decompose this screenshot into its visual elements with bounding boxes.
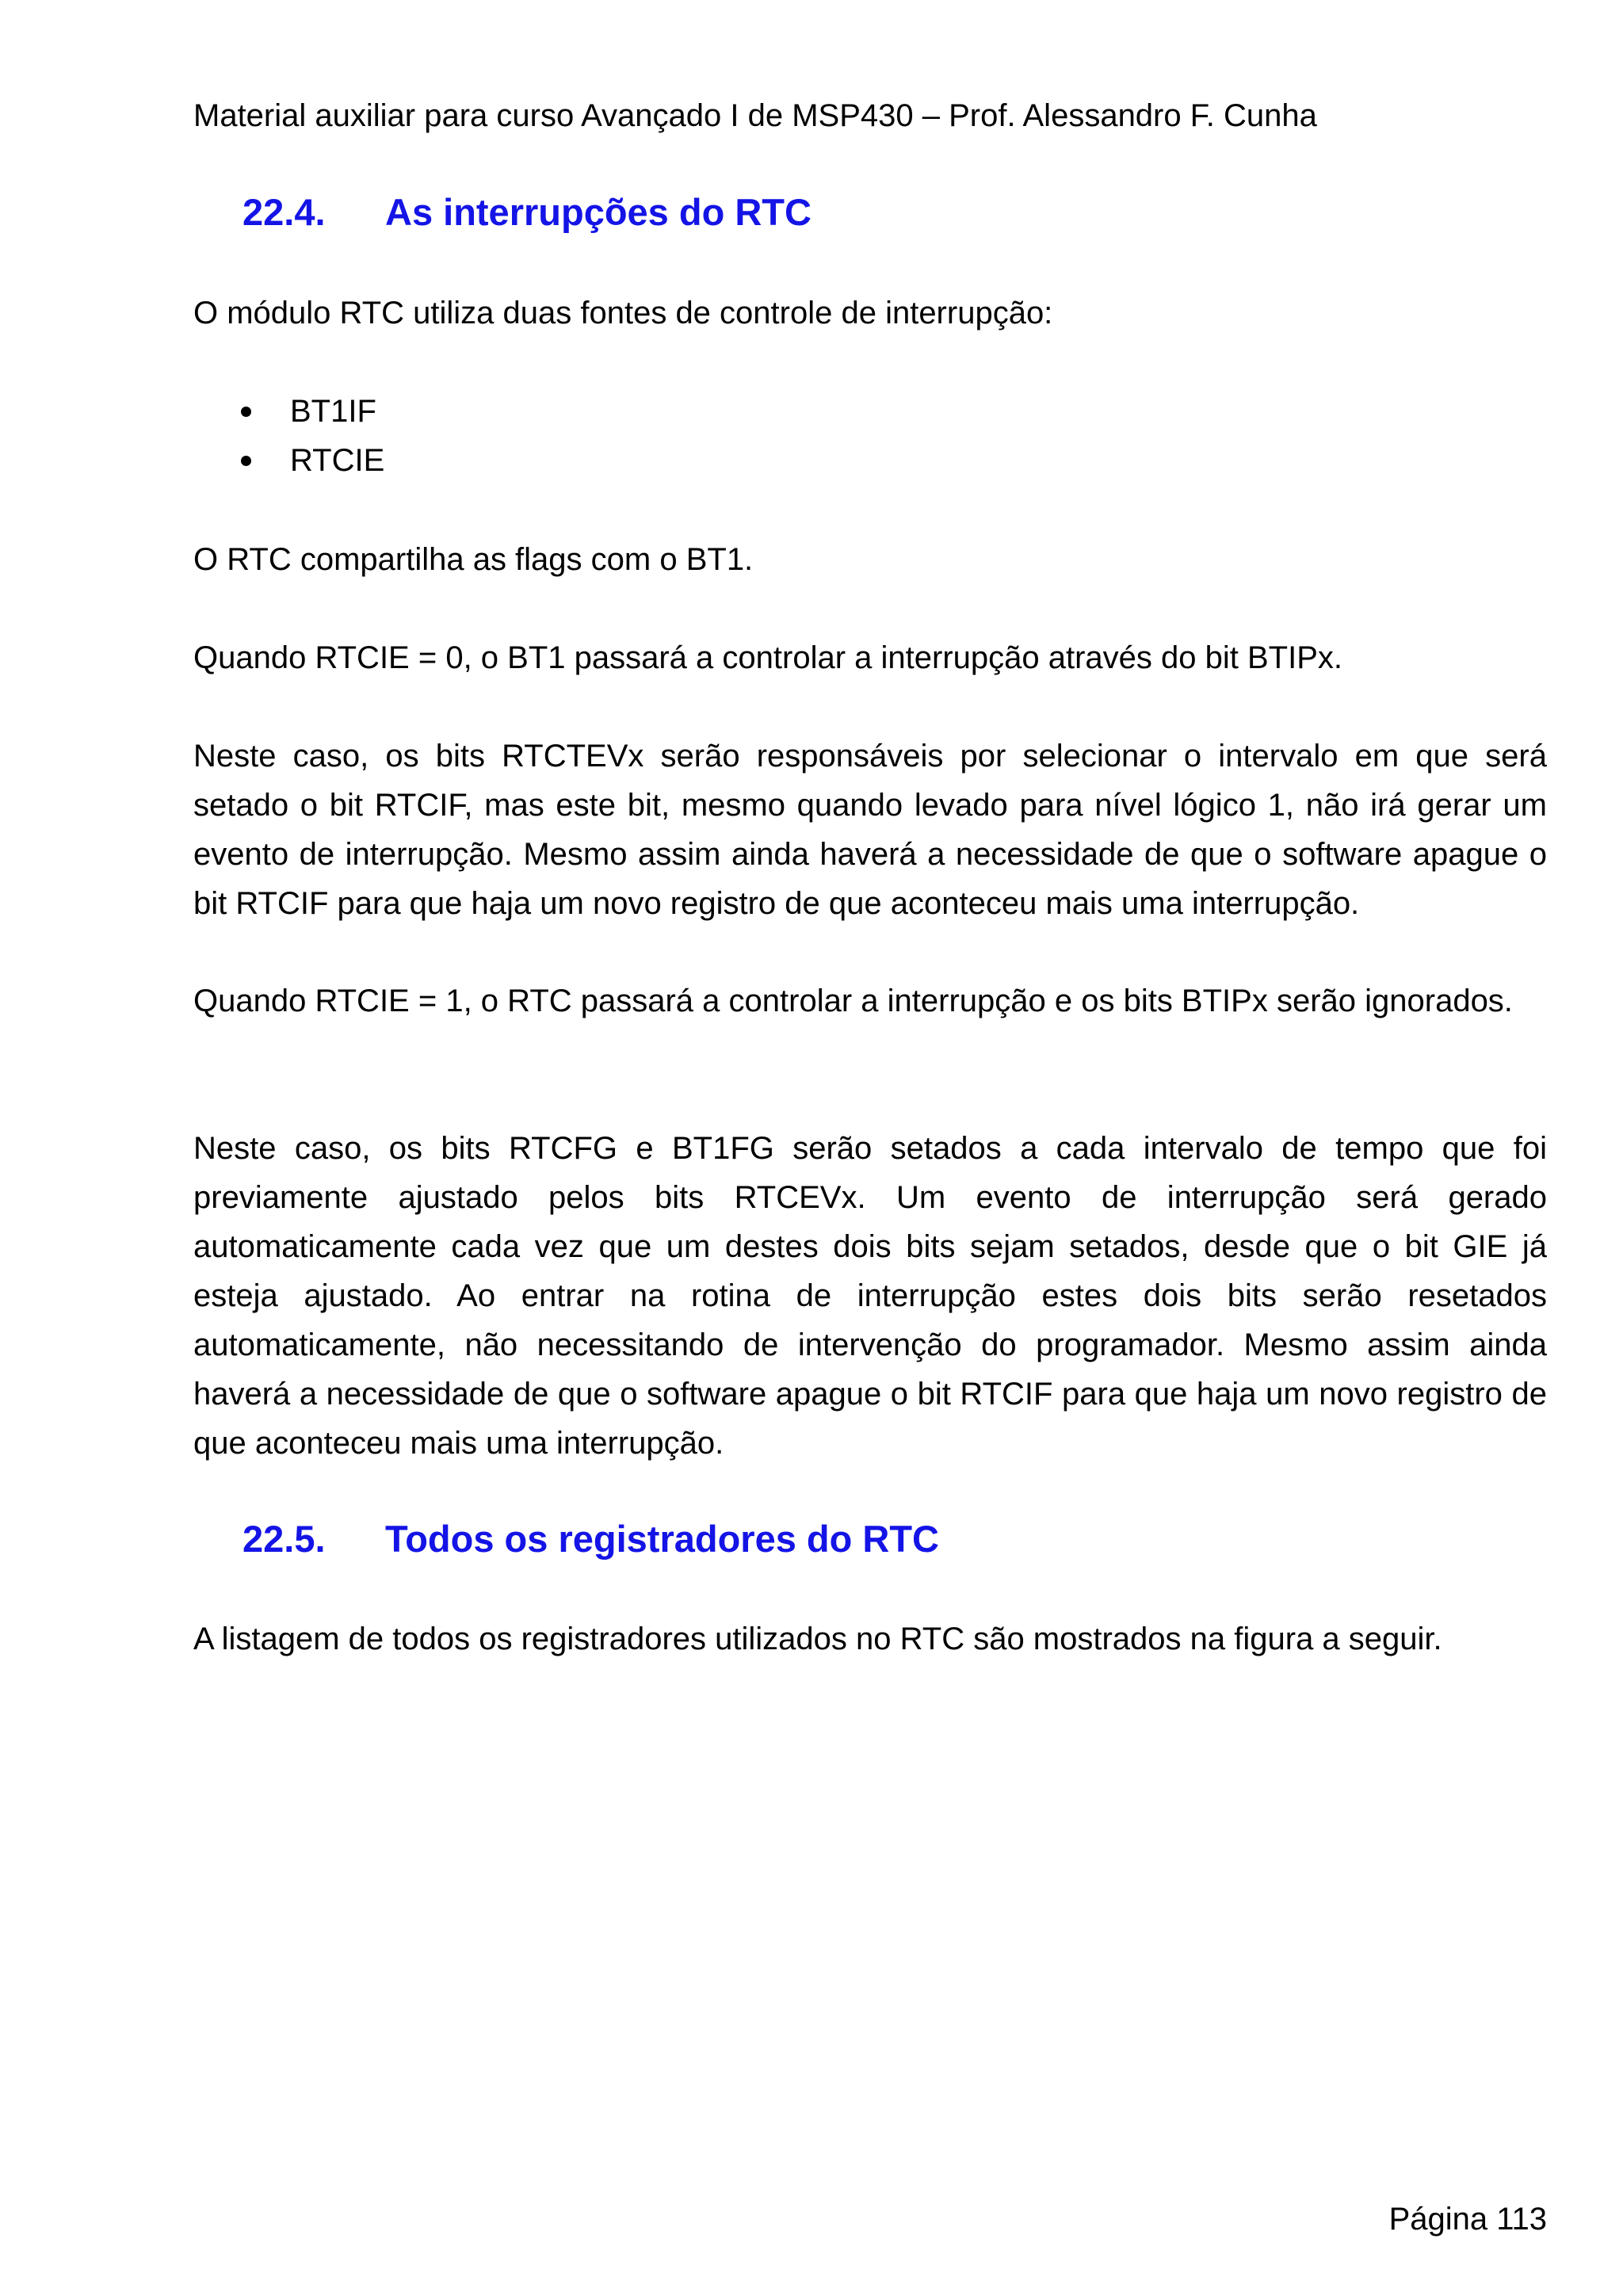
section-title: As interrupções do RTC: [385, 191, 812, 233]
bullet-list: [241, 387, 384, 485]
section-number: 22.5.: [242, 1518, 326, 1560]
bullet-icon: [241, 456, 251, 466]
intro-paragraph: O módulo RTC utiliza duas fontes de controle de interrupção:: [193, 296, 1053, 330]
body-paragraph: Neste caso, os bits RTCFG e BT1FG serão setados a cada intervalo de tempo que foi previamente ajustado pelos bits RTCEVx. Um evento de interrupção será gerado automaticamente cada vez que um destes dois bits sejam setados, desde que o bit GIE já esteja ajustado. Ao entrar na rotina de interrupção estes dois bits serão resetados automaticamente, não necessitando de intervenção do programador. Mesmo assim ainda haverá a necessidade de que o software apague o bit RTCIF para que haja um novo registro de que aconteceu mais uma interrupção.: [193, 1131, 1547, 1461]
page-number: Página 113: [1388, 2202, 1547, 2237]
bullet-item: [241, 436, 384, 485]
body-paragraph: Quando RTCIE = 1, o RTC passará a controlar a interrupção e os bits BTIPx serão ignorados.: [193, 984, 1513, 1018]
document-page: [193, 0, 1547, 2296]
bullet-icon: [241, 407, 251, 417]
section-heading-22-5: [242, 1514, 939, 1564]
section-number: 22.4.: [242, 191, 326, 233]
section-heading-22-4: [242, 187, 812, 238]
body-paragraph: A listagem de todos os registradores utilizados no RTC são mostrados na figura a seguir.: [193, 1622, 1442, 1656]
body-paragraph: O RTC compartilha as flags com o BT1.: [193, 542, 754, 577]
body-paragraph: Quando RTCIE = 0, o BT1 passará a controlar a interrupção através do bit BTIPx.: [193, 640, 1342, 675]
bullet-text: BT1IF: [290, 394, 376, 429]
bullet-item: [241, 387, 384, 436]
running-header: Material auxiliar para curso Avançado I de MSP430 – Prof. Alessandro F. Cunha: [193, 98, 1317, 133]
body-paragraph: Neste caso, os bits RTCTEVx serão responsáveis por selecionar o intervalo em que será setado o bit RTCIF, mas este bit, mesmo quando levado para nível lógico 1, não irá gerar um evento de interrupção. Mesmo assim ainda haverá a necessidade de que o software apague o bit RTCIF para que haja um novo registro de que aconteceu mais uma interrupção.: [193, 739, 1547, 921]
section-title: Todos os registradores do RTC: [385, 1518, 939, 1560]
bullet-text: RTCIE: [290, 443, 385, 478]
